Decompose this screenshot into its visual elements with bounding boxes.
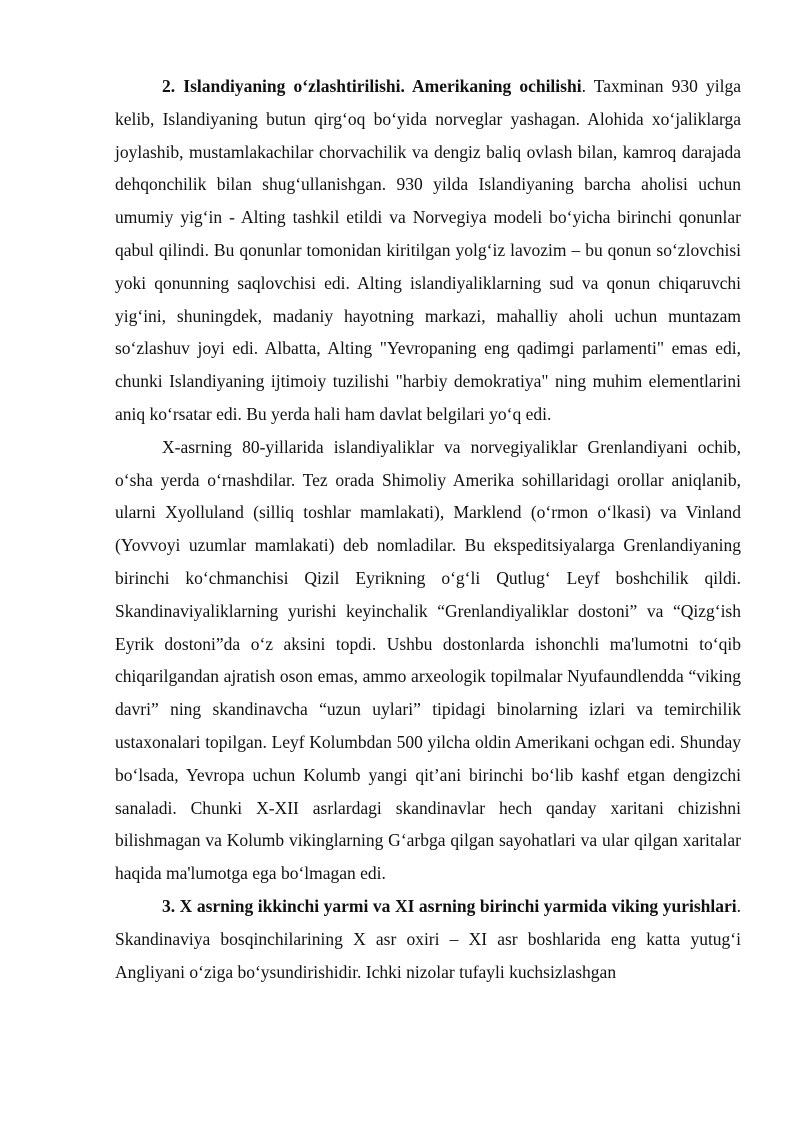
paragraph-text: X-asrning 80-yillarida islandiyaliklar va norvegiyaliklar Grenlandiyani ochib, o‘sha yerda o‘rnashdilar. Tez orada Shimoliy Amerika sohillaridagi orollar aniqlanib, ularni Xyolluland (silliq toshlar mamlakati), Marklend (o‘rmon o‘lkasi) va Vinland (Yovvoyi uzumlar mamlakati) deb nomladilar. Bu ekspeditsiyalarga Grenlandiyaning birinchi ko‘chmanchisi Qizil Eyrikning o‘g‘li Qutlug‘ Leyf boshchilik qildi. Skandinaviyaliklarning yurishi keyinchalik “Grenlandiyaliklar dostoni” va “Qizg‘ish Eyrik dostoni”da o‘z aksini topdi. Ushbu dostonlarda ishonchli ma'lumotni to‘qib chiqarilgandan ajratish oson emas, ammo arxeologik topilmalar Nyufaundlendda “viking davri” ning skandinavcha “uzun uylari” tipidagi binolarning izlari va temirchilik ustaxonalari topilgan. Leyf Kolumbdan 500 yilcha oldin Amerikani ochgan edi. Shunday bo‘lsada, Yevropa uchun Kolumb yangi qit’ani birinchi bo‘lib kashf etgan dengizchi sanaladi. Chunki X-XII asrlardagi skandinavlar hech qanday xaritani chizishni bilishmagan va Kolumb vikinglarning G‘arbga qilgan sayohatlari va ular qilgan xaritalar haqida ma'lumotga ega bo‘lmagan edi. [115, 436, 741, 884]
paragraph-text: . Taxminan 930 yilga kelib, Islandiyaning butun qirg‘oq bo‘yida norveglar yashagan. Alohida xo‘jaliklarga joylashib, mustamlakachilar chorvachilik va dengiz baliq ovlash bilan, kamroq darajada dehqonchilik bilan shug‘ullanishgan. 930 yilda Islandiyaning barcha aholisi uchun umumiy yig‘in - Alting tashkil etildi va Norvegiya modeli bo‘yicha birinchi qonunlar qabul qilindi. Bu qonunlar tomonidan kiritilgan yolg‘iz lavozim – bu qonun so‘zlovchisi yoki qonunning saqlovchisi edi. Alting islandiyaliklarning sud va qonun chiqaruvchi yig‘ini, shuningdek, madaniy hayotning markazi, mahalliy aholi uchun muntazam so‘zlashuv joyi edi. Albatta, Alting "Yevropaning eng qadimgi parlamenti" emas edi, chunki Islandiyaning ijtimoiy tuzilishi "harbiy demokratiya" ning muhim elementlarini aniq ko‘rsatar edi. Bu yerda hali ham davlat belgilari yo‘q edi. [115, 76, 741, 424]
paragraph-grenlandiya [115, 431, 741, 890]
document-page [115, 70, 741, 988]
section-heading-2: 2. Islandiyaning o‘zlashtirilishi. Amerikaning ochilishi [162, 76, 582, 96]
paragraph-islandiya [115, 70, 741, 431]
paragraph-viking-yurishlari [115, 890, 741, 988]
paragraph-text: . Skandinaviya bosqinchilarining X asr oxiri – XI asr boshlarida eng katta yutug‘i Angliyani o‘ziga bo‘ysundirishidir. Ichki nizolar tufayli kuchsizlashgan [115, 895, 741, 982]
section-heading-3: 3. X asrning ikkinchi yarmi va XI asrning birinchi yarmida viking yurishlari [162, 895, 737, 916]
